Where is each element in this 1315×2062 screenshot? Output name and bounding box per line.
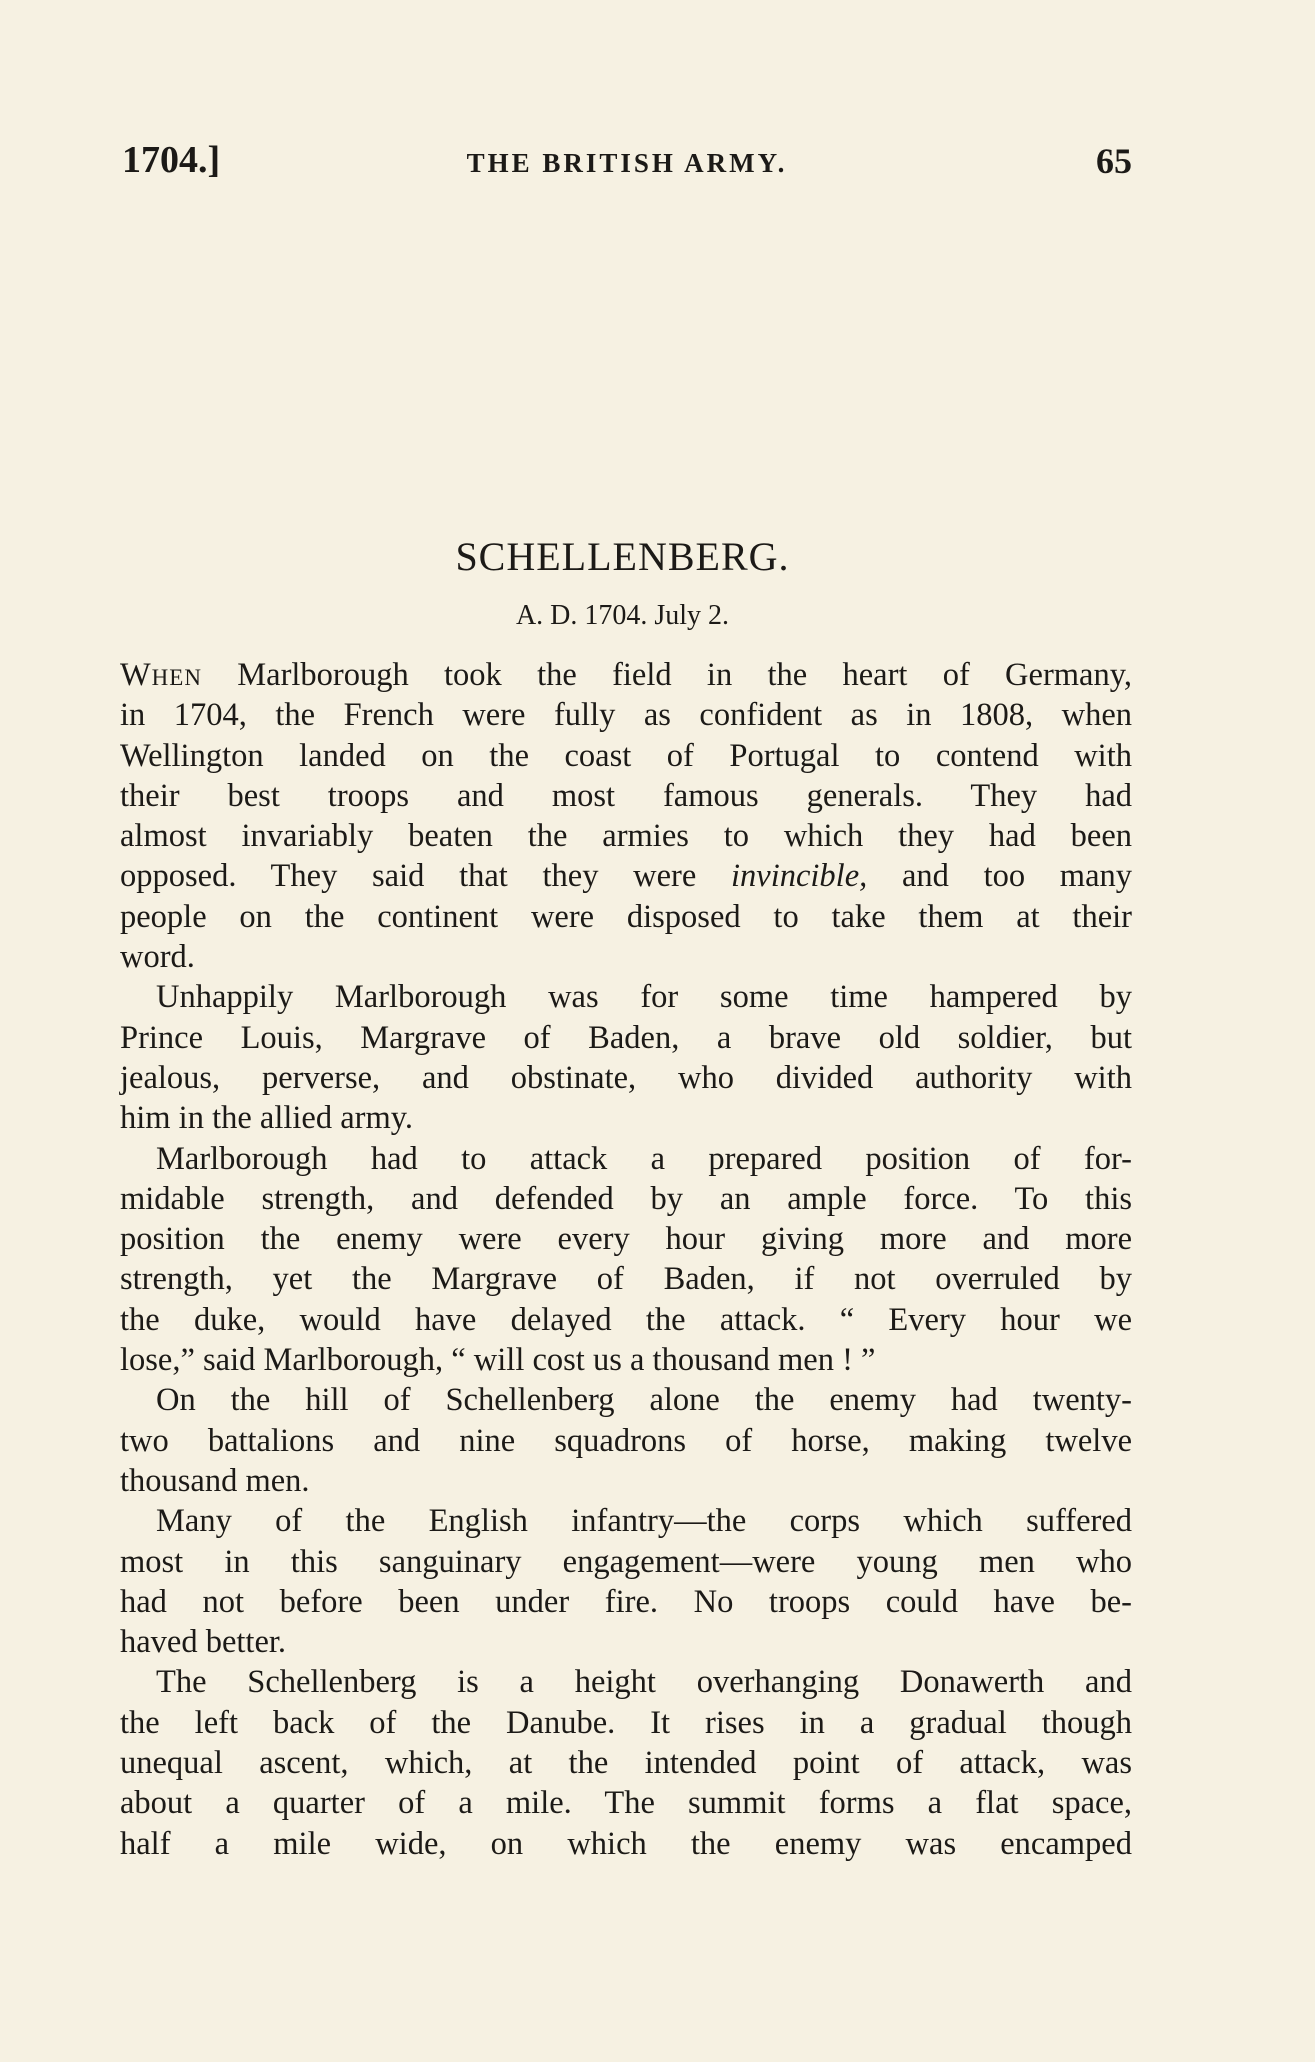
text-line: On the hill of Schellenberg alone the enemy had twenty- xyxy=(156,1382,1132,1419)
text-line: unequal ascent, which, at the intended point of attack, was xyxy=(120,1745,1132,1782)
text-line: him in the allied army. xyxy=(120,1100,414,1137)
text-line: in 1704, the French were fully as confident as in 1808, when xyxy=(120,697,1132,734)
text-fragment: opposed. They said that they were xyxy=(120,858,697,895)
text-line: strength, yet the Margrave of Baden, if not overruled by xyxy=(120,1261,1132,1298)
text-line: word. xyxy=(120,939,195,976)
text-line: people on the continent were disposed to take them at their xyxy=(120,898,1132,935)
chapter-date: A. D. 1704. July 2. xyxy=(515,600,730,631)
header-title: THE BRITISH ARMY. xyxy=(466,148,788,178)
text-fragment: Marlborough took the field in the heart of Germany, xyxy=(237,657,1132,693)
text-line: most in this sanguinary engagement—were young men who xyxy=(120,1543,1132,1580)
drop-lead-word: When xyxy=(120,657,202,693)
text-line: Many of the English infantry—the corps which suffered xyxy=(156,1503,1132,1540)
text-line: the duke, would have delayed the attack. “ Every hour we xyxy=(120,1301,1132,1338)
text-line: about a quarter of a mile. The summit forms a flat space, xyxy=(120,1785,1132,1822)
text-line: jealous, perverse, and obstinate, who divided authority with xyxy=(120,1059,1132,1096)
body-text xyxy=(120,655,1132,1864)
page-number: 65 xyxy=(1096,141,1132,181)
text-line: Marlborough had to attack a prepared position of for- xyxy=(156,1140,1132,1177)
text-line: Wellington landed on the coast of Portugal to contend with xyxy=(120,737,1132,774)
chapter-title: SCHELLENBERG. xyxy=(455,534,790,579)
text-line: thousand men. xyxy=(120,1462,310,1499)
text-line: midable strength, and defended by an ample force. To this xyxy=(120,1180,1132,1217)
text-line: lose,” said Marlborough, “ will cost us a thousand men ! ” xyxy=(120,1342,876,1379)
emphasis: invincible, xyxy=(730,858,868,895)
text-line: half a mile wide, on which the enemy was encamped xyxy=(120,1825,1132,1862)
text-line: position the enemy were every hour giving more and more xyxy=(120,1221,1132,1258)
text-line xyxy=(120,856,1132,896)
running-head xyxy=(122,138,1132,188)
text-line: their best troops and most famous generals. They had xyxy=(120,777,1132,814)
text-line: Prince Louis, Margrave of Baden, a brave old soldier, but xyxy=(120,1019,1132,1056)
text-line: two battalions and nine squadrons of horse, making twelve xyxy=(120,1422,1132,1459)
text-line xyxy=(120,655,1132,695)
header-year: 1704.] xyxy=(122,139,221,181)
text-line: Unhappily Marlborough was for some time hampered by xyxy=(156,979,1132,1016)
text-line: had not before been under fire. No troops could have be- xyxy=(120,1583,1132,1620)
text-line: haved better. xyxy=(120,1624,287,1661)
text-fragment: and too many xyxy=(901,858,1133,895)
text-line: almost invariably beaten the armies to which they had been xyxy=(120,818,1132,855)
text-line: the left back of the Danube. It rises in a gradual though xyxy=(120,1704,1132,1741)
text-line: The Schellenberg is a height overhanging Donawerth and xyxy=(156,1664,1132,1701)
